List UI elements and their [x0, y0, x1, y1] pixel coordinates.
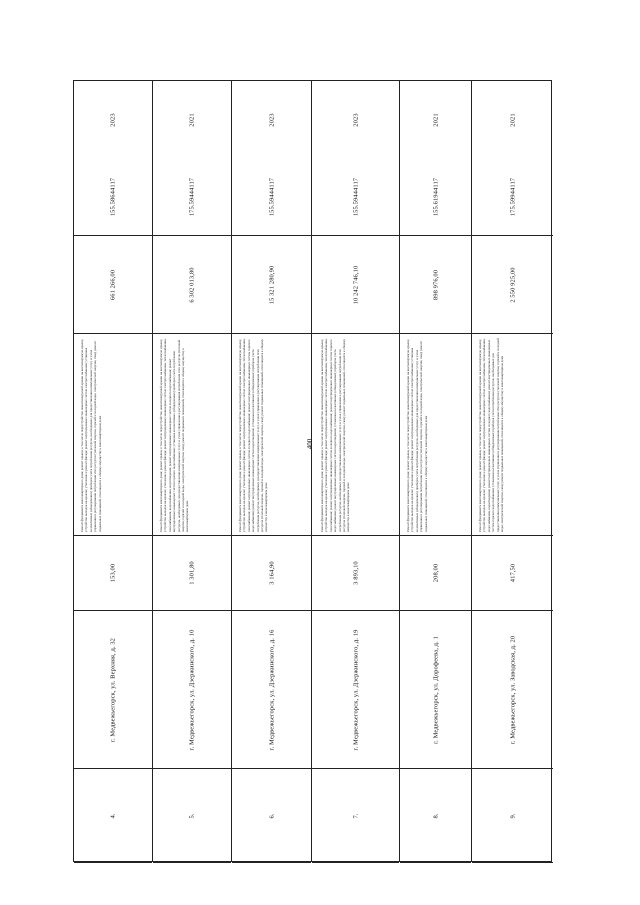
code: 155.59444117 [352, 177, 359, 217]
num-cell [472, 769, 553, 863]
address-cell [74, 611, 152, 769]
cost: 898 976,00 [432, 269, 439, 300]
year-cell [153, 81, 231, 159]
code: 175.59944117 [509, 177, 516, 217]
area-cell [74, 536, 152, 611]
year: 2021 [509, 113, 516, 127]
description-cell [312, 334, 399, 536]
year: 2023 [352, 113, 359, 127]
year: 2021 [432, 113, 439, 127]
year-cell [312, 81, 399, 159]
code-cell [74, 159, 152, 236]
area-cell [153, 536, 231, 611]
cost-cell [153, 236, 231, 334]
row-number: 4. [109, 812, 117, 819]
code-cell [400, 159, 471, 236]
table-row [232, 81, 312, 861]
code: 155.61944117 [432, 177, 439, 217]
num-cell [232, 769, 311, 863]
cost-cell [312, 236, 399, 334]
address-cell [400, 611, 471, 769]
table-row [312, 81, 400, 861]
num-cell [74, 769, 152, 863]
address: г. Медвежьегорск, ул. Дзержинского, д. 16 [268, 629, 275, 750]
description-cell [400, 334, 471, 536]
description: Ремонт фундамента многоквартирного дома; ремонт крыши, в том числе переустройство невентилируемой крыши на вентилируемую крышу, устройство выходов на кровлю; утепление и ремонт фасада; ремонт внутридомовых инженерных систем электроснабжения, теплоснабжения, газоснабжения; ремонт внутридомовых инженерных систем холодного водоснабжения; ремонт внутридомовых инженерных систем горячего водоснабжения; ремонт внутридомовых инженерных систем водоотведения; установка коллективных (общедомовых) приборов учета потребления ресурсов, необходимых для предоставления коммунальных услуг, и узлов управления и регулирования потребления этих ресурсов (тепловой энергии, горячей и холодной воды, электрической энергии, газа); ремонт подвальных помещений, относящихся к общему имуществу в многоквартирном доме [320, 338, 351, 532]
cost: 10 242 746,10 [352, 265, 359, 304]
area-cell [312, 536, 399, 611]
area: 417,50 [509, 563, 516, 583]
row-number: 7. [352, 812, 359, 819]
address: г. Медвежьегорск, ул. Дзержинского, д. 19 [352, 629, 359, 750]
area-cell [400, 536, 471, 611]
area-cell [232, 536, 311, 611]
cost-cell [74, 236, 152, 334]
area: 3 893,10 [352, 561, 359, 585]
area: 153,00 [109, 563, 117, 583]
cost-cell [400, 236, 471, 334]
year-cell [74, 81, 152, 159]
cost: 661 266,00 [109, 269, 117, 300]
code-cell [232, 159, 311, 236]
code-cell [153, 159, 231, 236]
cost: 6 302 013,80 [188, 266, 196, 303]
code-cell [472, 159, 553, 236]
area: 3 164,90 [268, 561, 275, 585]
code: 155.59444117 [268, 177, 275, 217]
area: 208,00 [432, 563, 439, 583]
row-number: 8. [432, 812, 439, 819]
table-row [153, 81, 232, 861]
table-row [400, 81, 472, 861]
description: Ремонт фундамента многоквартирного дома; ремонт крыши, в том числе переустройство невентилируемой крыши на вентилируемую крышу, устройство выходов на кровлю; утепление и ремонт фасада; ремонт внутридомовых инженерных систем электроснабжения, теплоснабжения, газоснабжения, водоснабжения, водоотведения; ремонт внутридомовых инженерных систем холодного водоснабжения; ремонт внутридомовых инженерных систем горячего водоснабжения; установка коллективных (общедомовых) приборов учета потребления ресурсов, необходимых для предоставления коммунальных услуг, и узлов управления и регулирования потребления этих ресурсов (тепловой энергии, горячей и холодной воды, электрической энергии, газа); ремонт подвальных помещений, относящихся к общему имуществу в многоквартирном доме [159, 338, 190, 532]
address: г. Медвежьегорск, ул. Дорофеева, д. 1 [432, 635, 439, 744]
address-cell [153, 611, 231, 769]
row-number: 6. [268, 812, 275, 819]
repair-table [73, 80, 552, 862]
year-cell [232, 81, 311, 159]
year: 2023 [268, 113, 275, 127]
num-cell [312, 769, 399, 863]
address-cell [312, 611, 399, 769]
address: г. Медвежьегорск, ул. Дзержинского, д. 10 [188, 629, 196, 750]
year: 2021 [188, 113, 196, 127]
description: Ремонт фундамента многоквартирного дома; ремонт крыши, в том числе переустройство невентилируемой крыши на вентилируемую крышу, устройство выходов на кровлю; утепление и ремонт фасада; ремонт внутридомовых инженерных систем электроснабжения; установка коллективных (общедомовых) приборов учета потребления ресурсов, необходимых для предоставления коммунальных услуг, и узлов управления и регулирования потребления этих ресурсов (тепловой энергии, горячей и холодной воды, электрической энергии, газа); ремонт подвальных помещений, относящихся к общему имуществу в многоквартирном доме [406, 339, 428, 532]
code-cell [312, 159, 399, 236]
address-cell [472, 611, 553, 769]
description: Ремонт фундамента многоквартирного дома; ремонт крыши, в том числе переустройство невентилируемой крыши на вентилируемую крышу, устройство выходов на кровлю; утепление и ремонт фасада; ремонт внутридомовых инженерных систем электроснабжения, теплоснабжения, газоснабжения; ремонт внутридомовых инженерных систем холодного водоснабжения; ремонт внутридомовых инженерных систем горячего водоснабжения; ремонт внутридомовых инженерных систем водоотведения; установка коллективных (общедомовых) приборов учета потребления ресурсов, необходимых для предоставления коммунальных услуг, и узлов управления и регулирования потребления этих ресурсов (тепловой энергии, горячей и холодной воды, электрической энергии, газа); ремонт подвальных помещений, относящихся к общему имуществу в многоквартирном доме [238, 338, 269, 532]
num-cell [153, 769, 231, 863]
code: 155.58644117 [109, 177, 117, 217]
description-cell [472, 334, 553, 536]
cost-cell [472, 236, 553, 334]
page-number: 400 [306, 438, 314, 450]
table-row [472, 81, 553, 861]
address: г. Медвежьегорск, ул. Заводская, д. 20 [509, 635, 516, 744]
description-cell [232, 334, 311, 536]
cost-cell [232, 236, 311, 334]
year-cell [472, 81, 553, 159]
description: Ремонт фундамента многоквартирного дома; ремонт крыши, в том числе переустройство невентилируемой крыши на вентилируемую крышу, устройство выходов на кровлю; утепление и ремонт фасада; ремонт внутридомовых инженерных систем электроснабжения, теплоснабжения, водоснабжения, водоотведения; ремонт внутридомовых инженерных систем холодного водоснабжения; ремонт внутридомовых инженерных систем горячего водоснабжения; установка коллективных (общедомовых) приборов учета потребления ресурсов, необходимых для предоставления коммунальных услуг, и узлов управления и регулирования потребления этих ресурсов (тепловой энергии, горячей и холодной воды, электрической энергии, газа); ремонт подвальных помещений, относящихся к общему имуществу в многоквартирном доме [478, 338, 505, 532]
area-cell [472, 536, 553, 611]
table-row [74, 81, 153, 861]
row-number: 5. [188, 812, 196, 819]
cost: 2 550 925,00 [509, 266, 516, 303]
description: Ремонт фундамента многоквартирного дома; ремонт крыши, в том числе переустройство невентилируемой крыши на вентилируемую крышу, устройство выходов на кровлю; утепление и ремонт фасада; ремонт внутридомовых инженерных систем электроснабжения; установка коллективных (общедомовых) приборов учета потребления ресурсов, необходимых для предоставления коммунальных услуг, и узлов управления и регулирования потребления этих ресурсов (тепловой энергии, горячей и холодной воды, электрической энергии, газа); ремонт подвальных помещений, относящихся к общему имуществу в многоквартирном доме [80, 339, 102, 532]
address: г. Медвежьегорск, ул. Верхняя, д. 32 [109, 637, 117, 742]
cost: 15 321 280,90 [268, 265, 275, 304]
description-cell [153, 334, 231, 536]
row-number: 9. [509, 812, 516, 819]
description-cell [74, 334, 152, 536]
year: 2023 [109, 113, 117, 127]
address-cell [232, 611, 311, 769]
year-cell [400, 81, 471, 159]
code: 175.59444117 [188, 177, 196, 217]
num-cell [400, 769, 471, 863]
area: 1 301,80 [188, 561, 196, 585]
